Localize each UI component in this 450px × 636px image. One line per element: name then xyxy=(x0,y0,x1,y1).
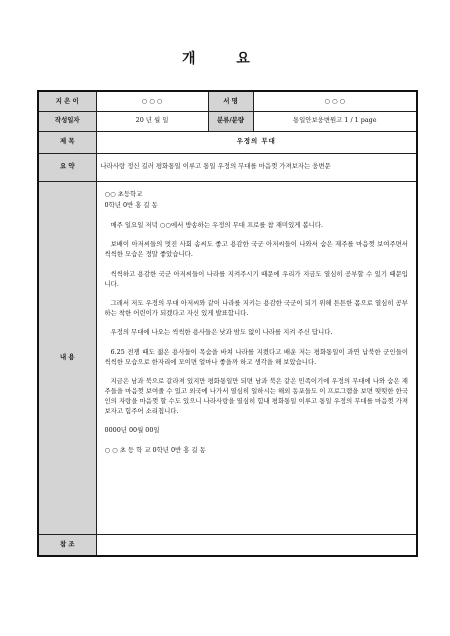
content-row xyxy=(38,181,417,534)
paragraph: 지금은 남과 북으로 갈라져 있지만 평화통일만 되면 남과 북은 같은 민족이기에 우정의 무대에 나와 숨은 재주들을 마음껏 보여줄 수 있고 외국에 나가서 열심히 일하시는 해외 동포들도 이 프로그램을 보면 떳떳한 한국인의 자랑을 마음껏 할 수도 있으니 나라사랑을 열심히 힘내 평화통일 이루고 통일 우정의 무대를 마음껏 가져보자고 힘주어 소리칩니다. xyxy=(104,377,408,415)
summary-label: 요 약 xyxy=(38,153,96,181)
date-label: 작성일자 xyxy=(38,111,96,131)
signature-line: ○ ○ 초 등 학 교 0학년 0반 홍 길 동 xyxy=(104,445,206,454)
summary-row xyxy=(38,153,417,181)
summary-form xyxy=(37,90,418,557)
reference-row xyxy=(38,534,417,556)
date-value: 20 년 월 일 xyxy=(96,111,208,131)
reviewer-value: ○ ○ ○ xyxy=(253,91,417,111)
content-body xyxy=(96,181,417,534)
paragraph: 6.25 전쟁 때도 젊은 용사들이 목숨을 바쳐 나라를 지켰다고 배운 저는 평화통일이 과연 납북한 군인들이 씩씩한 모습으로 한자리에 모이면 얼마나 좋을까 하고 생각을 해 보았습니다. xyxy=(104,347,408,366)
reference-label: 참 조 xyxy=(38,534,96,556)
content-label: 내 용 xyxy=(38,181,96,534)
subject-row xyxy=(38,131,417,153)
category-value: 통일안보웅변원고 1 / 1 page xyxy=(253,111,417,131)
date-row xyxy=(38,111,417,131)
student-line: 0학년 0반 홍 길 동 xyxy=(104,201,158,210)
subject-value: 우정의 무대 xyxy=(96,131,417,153)
reviewer-label: 서 명 xyxy=(208,91,253,111)
paragraph: 보배이 아저씨들의 멋진 사회 솜씨도 좋고 용감한 국군 아저씨들이 나와서 숨은 재주를 마음껏 보여주면서 씩씩한 모습은 정말 좋았습니다. xyxy=(104,240,408,259)
date-line: 0000년 00월 00일 xyxy=(104,426,160,435)
author-row xyxy=(38,91,417,111)
school-line: ○○ 초등학교 xyxy=(104,189,143,198)
summary-value: 나라사랑 정신 길러 평화통일 이루고 통일 우정의 무대를 마음껏 가져보자는 웅변문 xyxy=(96,153,417,181)
paragraph: 그래서 저도 우정의 무대 아저씨와 같이 나라를 지키는 용감한 국군이 되기 위해 튼튼한 몸으로 열심히 공부하는 착한 어린이가 되겠다고 자신 있게 발표합니다. xyxy=(104,298,408,317)
author-value: ○ ○ ○ xyxy=(96,91,208,111)
paragraph: 우정의 무대에 나오는 씩씩한 용사들은 낮과 밤도 없이 나라를 지켜 주신 답니다. xyxy=(110,328,333,337)
author-label: 지 은 이 xyxy=(38,91,96,111)
reference-value xyxy=(96,534,417,556)
category-label: 분류/분량 xyxy=(208,111,253,131)
page-title: 개 요 xyxy=(182,51,268,67)
subject-label: 제 목 xyxy=(38,131,96,153)
paragraph: 씩씩하고 용감한 국군 아저씨들이 나라를 지켜주시기 때문에 우리가 지금도 열심히 공부할 수 있기 때문입니다. xyxy=(104,269,408,288)
paragraph: 매주 일요일 저녁 ○○에서 방송하는 우정의 무대 프로를 참 재미있게 봅니다. xyxy=(110,220,324,229)
